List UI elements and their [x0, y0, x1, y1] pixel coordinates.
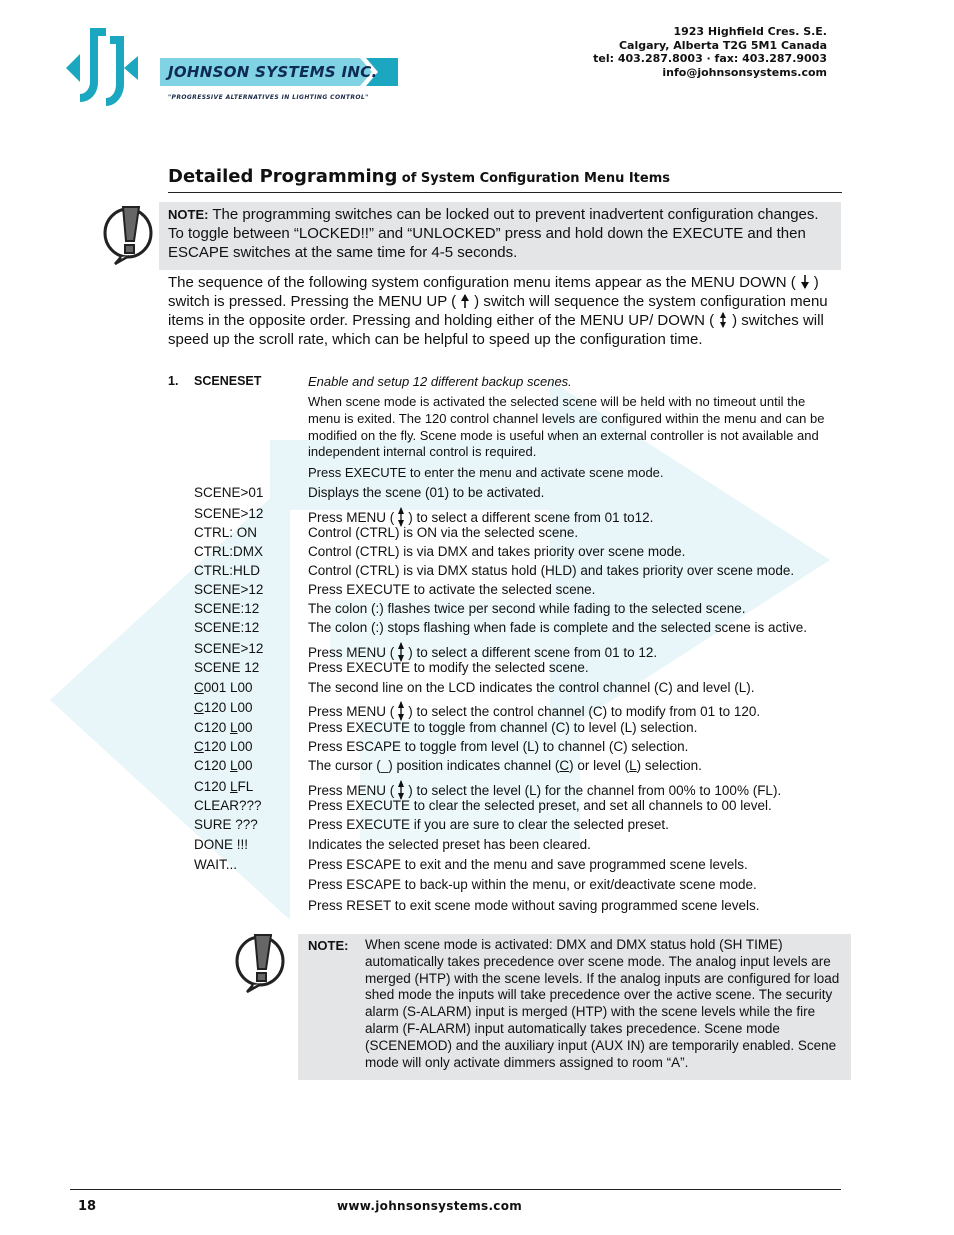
lcd-display-text: DONE !!!	[194, 837, 249, 852]
footer-website: www.johnsonsystems.com	[337, 1199, 523, 1213]
intro-text-2: ) switch is pressed. Pressing the MENU UP (	[168, 274, 819, 310]
row-description: Press EXECUTE to toggle from channel (C) to level (L) selection.	[308, 720, 698, 735]
row-description: Press EXECUTE to activate the selected scene.	[308, 582, 596, 597]
page-title-sub: of System Configuration Menu Items	[401, 171, 671, 186]
row-text-part: ) to select the control channel (C) to modify from 01 to 120.	[408, 704, 761, 719]
lcd-display-text: SCENE>01	[194, 485, 264, 500]
row-description: Press EXECUTE to modify the selected scene.	[308, 660, 589, 675]
page-title	[168, 166, 670, 187]
item-description: Enable and setup 12 different backup scenes.	[308, 374, 572, 389]
row-description: Control (CTRL) is ON via the selected scene.	[308, 525, 579, 540]
address-street: 1923 Highfield Cres. S.E.	[673, 25, 827, 38]
row-text-part: Press MENU (	[308, 783, 395, 798]
company-logo-icon	[66, 22, 138, 114]
menu-down-arrow-icon	[796, 274, 814, 290]
footer-divider	[70, 1189, 841, 1190]
lcd-text-part: FL	[237, 779, 254, 794]
menu-updown-arrow-icon	[714, 312, 732, 328]
lcd-text-part: 001 L00	[203, 680, 253, 695]
row-text-part: Press MENU (	[308, 510, 395, 525]
row-text-part: ) to select a different scene from 01 to 12.	[408, 645, 658, 660]
lcd-cursor-char: L	[230, 779, 238, 794]
row-description: The colon (:) flashes twice per second while fading to the selected scene.	[308, 601, 746, 616]
lcd-display-text	[194, 758, 253, 773]
lcd-cursor-char: C	[194, 739, 204, 754]
lcd-text-part: C120	[194, 779, 231, 794]
company-address	[593, 25, 827, 79]
lcd-text-part: 120 L00	[203, 700, 253, 715]
row-description: Displays the scene (01) to be activated.	[308, 485, 545, 500]
row-text-part: ) selection.	[636, 758, 702, 773]
lcd-display-text: SURE ???	[194, 817, 258, 832]
lcd-cursor-char: L	[230, 758, 238, 773]
note-body: The programming switches can be locked out to prevent inadvertent configuration changes. To toggle between “LOCKED!!” and “UNLOCKED” press and hold down the EXECUTE and then ESCAPE switches at the same time for 4-5 seconds.	[168, 206, 819, 261]
menu-updown-arrow-icon	[394, 700, 408, 722]
item-paragraph-2: Press EXECUTE to enter the menu and activate scene mode.	[308, 465, 664, 480]
lcd-display-text	[194, 720, 253, 735]
menu-up-arrow-icon	[456, 293, 474, 309]
note-lockout-text	[168, 205, 838, 262]
lcd-text-part: C120	[194, 720, 231, 735]
lcd-text-part: 00	[237, 758, 253, 773]
row-text-part: Press MENU (	[308, 704, 395, 719]
company-tagline: "PROGRESSIVE ALTERNATIVES IN LIGHTING CONTROL"	[168, 94, 369, 101]
row-text-part: ) to select the level (L) for the channel from 00% to 100% (FL).	[408, 783, 782, 798]
lcd-display-text: CTRL:DMX	[194, 544, 264, 559]
company-name: JOHNSON SYSTEMS INC.	[168, 63, 378, 81]
address-email: info@johnsonsystems.com	[662, 65, 827, 79]
row-description: Press ESCAPE to exit and the menu and save programmed scene levels.	[308, 857, 748, 872]
note-label: NOTE:	[308, 938, 349, 953]
lcd-display-text: SCENE:12	[194, 620, 260, 635]
row-description: Control (CTRL) is via DMX status hold (HLD) and takes priority over scene mode.	[308, 563, 795, 578]
page-number: 18	[78, 1199, 97, 1214]
lcd-display-text: SCENE>12	[194, 582, 264, 597]
page-title-main: Detailed Programming	[168, 166, 398, 187]
address-phone: tel: 403.287.8003 · fax: 403.287.9003	[593, 52, 827, 65]
lcd-display-text	[194, 700, 253, 715]
row-description: Press RESET to exit scene mode without saving programmed scene levels.	[308, 898, 760, 913]
intro-text-4: ) switches will speed up the scroll rate, which can be helpful to speed up the configuration time.	[168, 312, 824, 348]
row-text-underlined: L	[629, 758, 637, 773]
lcd-display-text	[194, 739, 253, 754]
lcd-display-text	[194, 680, 253, 695]
lcd-display-text	[194, 779, 253, 794]
row-text-part: Press MENU (	[308, 645, 395, 660]
row-description: The second line on the LCD indicates the control channel (C) and level (L).	[308, 680, 755, 695]
row-description: Control (CTRL) is via DMX and takes priority over scene mode.	[308, 544, 686, 559]
intro-text-3: ) switch will sequence the system configuration menu items in the opposite order. Pressing and holding either of the MENU UP/ DOWN (	[168, 293, 828, 329]
lcd-cursor-char: C	[194, 680, 204, 695]
row-description	[308, 700, 760, 722]
lcd-cursor-char: C	[194, 700, 204, 715]
row-description: Press ESCAPE to toggle from level (L) to channel (C) selection.	[308, 739, 689, 754]
lcd-display-text: SCENE 12	[194, 660, 260, 675]
lcd-text-part: 120 L00	[203, 739, 253, 754]
row-text-underlined: C	[559, 758, 570, 773]
lcd-display-text: CTRL: ON	[194, 525, 258, 540]
lcd-display-text: CLEAR???	[194, 798, 262, 813]
lcd-text-part: C120	[194, 758, 231, 773]
row-description: The colon (:) stops flashing when fade is complete and the selected scene is active.	[308, 620, 808, 635]
lcd-display-text: SCENE:12	[194, 601, 260, 616]
intro-text-1: The sequence of the following system configuration menu items appear as the MENU DOWN (	[168, 274, 796, 291]
lcd-display-text: SCENE>12	[194, 641, 264, 656]
item-number: 1.	[168, 374, 179, 388]
title-divider	[168, 192, 842, 193]
row-description: Indicates the selected preset has been cleared.	[308, 837, 591, 852]
note-label: NOTE:	[168, 207, 209, 222]
row-description	[308, 758, 702, 773]
intro-paragraph	[168, 273, 828, 349]
lcd-display-text: SCENE>12	[194, 506, 264, 521]
row-description: Press EXECUTE if you are sure to clear the selected preset.	[308, 817, 669, 832]
row-description: Press ESCAPE to back-up within the menu, or exit/deactivate scene mode.	[308, 877, 757, 892]
note-scene-mode-text: When scene mode is activated: DMX and DMX status hold (SH TIME) automatically takes precedence over scene mode. The analog input levels are merged (HTP) with the scene levels. If the analog inputs are configured for load shed mode the inputs will take precedence over the active scene. The security alarm (S-ALARM) input is merged (HTP) with the scene levels while the fire alarm (F-ALARM) input automatically takes precedence. Scene mode (SCENEMOD) and the auxiliary input (AUX IN) are temporarily enabled. Scene mode will only activate dimmers assigned to room “A”.	[365, 937, 840, 1070]
warning-exclamation-icon	[101, 203, 155, 265]
row-text-part: ) or level (	[569, 758, 630, 773]
item-name: SCENESET	[194, 374, 262, 388]
row-text-part: The cursor (_) position indicates channel (	[308, 758, 560, 773]
lcd-text-part: 00	[237, 720, 253, 735]
row-description: Press EXECUTE to clear the selected preset, and set all channels to 00 level.	[308, 798, 772, 813]
warning-exclamation-icon	[233, 931, 287, 993]
lcd-display-text: CTRL:HLD	[194, 563, 261, 578]
lcd-cursor-char: L	[230, 720, 238, 735]
item-paragraph-1: When scene mode is activated the selected scene will be held with no timeout until the menu is exited. The 120 control channel levels are configured within the menu and can be modified on the fly. Scene mode is useful when an external controller is not available and independent internal control is required.	[308, 394, 825, 460]
row-text-part: ) to select a different scene from 01 to12.	[408, 510, 654, 525]
address-city: Calgary, Alberta T2G 5M1 Canada	[618, 38, 827, 52]
lcd-display-text: WAIT...	[194, 857, 237, 872]
